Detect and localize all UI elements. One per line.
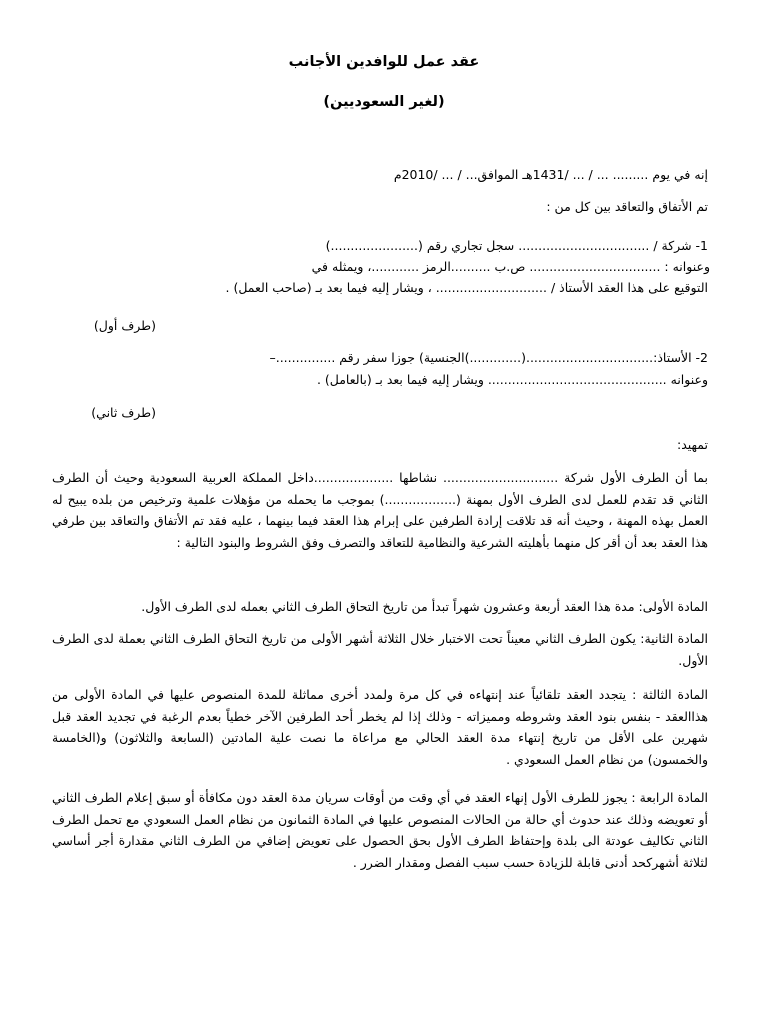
intro-line: تم الأتفاق والتعاقد بين كل من : xyxy=(546,199,708,214)
article-1: المادة الأولى: مدة هذا العقد أربعة وعشرون شهراً تبدأ من تاريخ التحاق الطرف الثاني بعمله لدى الطرف الأول. xyxy=(141,599,708,614)
article-4: المادة الرابعة : يجوز للطرف الأول إنهاء العقد في أي وقت من أوقات سريان مدة العقد دون مكافأة أو سبق إعلام الطرف الثاني أو تعويضه وذلك عند حدوث أي حالة من الحالات المنصوص عليها في المادة الثمانون من نظام العمل السعودي مع تحمل الطرف الثاني تكاليف عودتة الى بلدة وإحتفاظ الطرف الأول بحق الحصول على تعويض إضافي من الطرف الثاني مقدارة أجر أساسي لثلاثة أشهركحد أدنى قابلة للزيادة حسب سبب الفصل ومقدار الضرر . xyxy=(52,790,708,870)
preamble-text: بما أن الطرف الأول شركة ............................. نشاطها ....................داخل المملكة العربية السعودية وحيث أن الطرف الثاني قد تقدم للعمل لدى الطرف الأول بمهنة (..................) بموجب ما يحمله من مؤهلات علمية وترخيص من بلده يبيح له العمل بهذه المهنة ، وحيث أنه قد تلاقت إرادة الطرفين على إبرام هذا العقد فيما بينهما ، عليه فقد تم الأتفاق والتعاقد بين طرفي هذا العقد بعد أن أقر كل منهما بأهليته الشرعية والنظامية للتعاقد والتصرف وفق الشروط والبنود التالية : xyxy=(52,470,708,550)
article-2: المادة الثانية: يكون الطرف الثاني معيناً تحت الاختبار خلال الثلاثة أشهر الأولى من تاريخ التحاق الطرف الثاني بعملة لدى الطرف الأول. xyxy=(52,631,708,668)
date-line: إنه في يوم ......... ... / ... /1431هـ الموافق... / ... /2010م xyxy=(393,167,708,182)
party2-line2: وعنوانه ............................................. ويشار إليه فيما بعد بـ (بالعامل) . xyxy=(316,372,708,387)
article-3: المادة الثالثة : يتجدد العقد تلقائياً عند إنتهاءه في كل مرة ولمدد أخرى مماثلة للمدة المنصوص عليها في المادة الأولى من هذاالعقد - بنفس بنود العقد وشروطه ومميزاته - وذلك إذا لم يخطر أحد الطرفين الآخر خطياً بعدم الرغبة في تجديد العقد قبل شهرين على الأقل من تاريخ إنتهاء مدة العقد الحالي مع مراعاة ما نصت علية المادتين (السابعة والثلاثون) و(الخامسة والخمسون) من نظام العمل السعودي . xyxy=(52,687,708,767)
party2-label: (طرف ثاني) xyxy=(91,405,156,420)
party2-line1: 2- الأستاذ:................................(.............)الجنسية) جوزا سفر رقم ...............– xyxy=(269,350,708,365)
document-subtitle: (لغير السعوديين) xyxy=(323,94,445,110)
party1-line1: 1- شركة / ................................. سجل تجاري رقم (......................) xyxy=(325,238,708,253)
party1-line3: التوقيع على هذا العقد الأستاذ / ............................ ، ويشار إليه فيما بعد بـ (صاحب العمل) . xyxy=(225,280,708,295)
preamble-heading: تمهيد: xyxy=(676,437,708,452)
document-title: عقد عمل للوافدين الأجانب xyxy=(288,54,480,70)
party1-line2: وعنوانه : ................................. ص.ب ..........الرمز ............، ويمثله في xyxy=(311,259,710,274)
party1-label: (طرف أول) xyxy=(93,318,156,333)
